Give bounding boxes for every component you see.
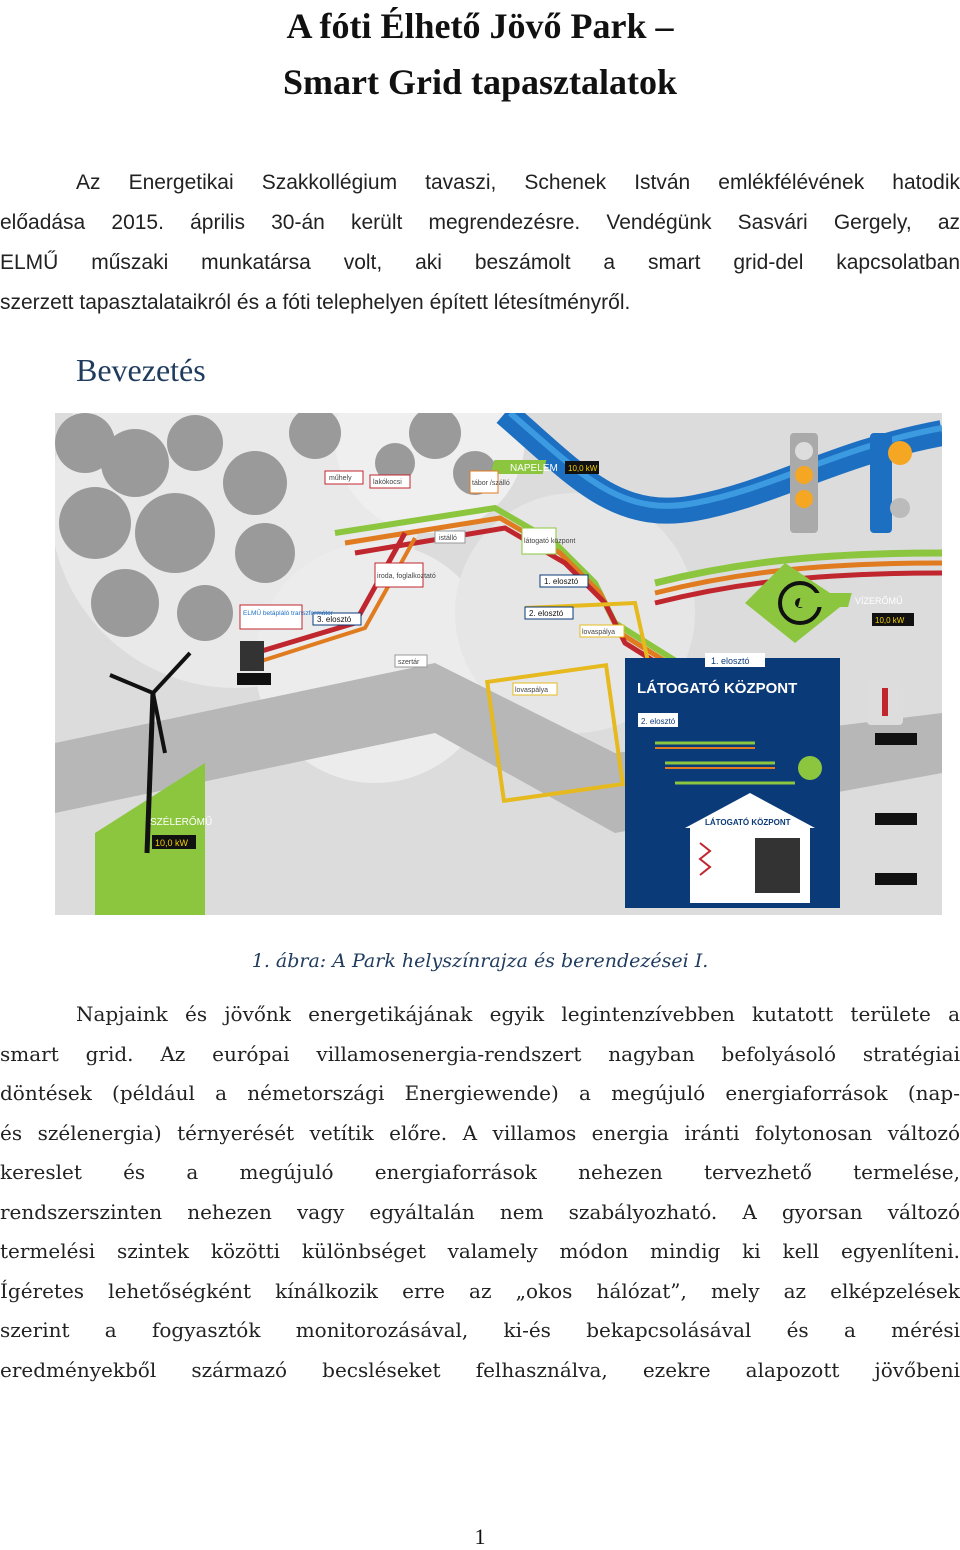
body-line: rendszerszinten nehezen vagy egyáltalán nem szabályozható. A gyorsan változó: [0, 1200, 960, 1224]
svg-text:3. elosztó: 3. elosztó: [317, 615, 352, 624]
svg-text:10,0 kW: 10,0 kW: [568, 464, 598, 473]
intro-line: előadása 2015. április 30-án került megrendezésre. Vendégünk Sasvári Gergely, az: [0, 211, 960, 234]
svg-text:istálló: istálló: [439, 535, 457, 542]
svg-text:2. elosztó: 2. elosztó: [641, 717, 676, 726]
intro-line: Az Energetikai Szakkollégium tavaszi, Schenek István emlékfélévének hatodik: [76, 171, 960, 194]
svg-text:2. elosztó: 2. elosztó: [529, 609, 564, 618]
intro-line: ELMŰ műszaki munkatársa volt, aki beszámolt a smart grid-del kapcsolatban: [0, 251, 960, 274]
figure-caption: 1. ábra: A Park helyszínrajza és berendezései I.: [251, 950, 709, 972]
body-line: szerint a fogyasztók monitorozásával, ki-és bekapcsolásával és a mérési: [0, 1318, 960, 1342]
svg-text:tábor /szálló: tábor /szálló: [472, 480, 510, 487]
napelem-label: [491, 460, 599, 474]
visitor-center-panel: [625, 653, 840, 908]
body-line: Napjaink és jövőnk energetikájának egyik legintenzívebben kutatott területe a: [76, 1002, 960, 1026]
svg-text:szertár: szertár: [398, 659, 420, 666]
body-line: Ígéretes lehetőségként kínálkozik erre az „okos hálózat”, mely az elképzelések: [0, 1279, 960, 1303]
svg-text:ELMŰ betápláló transzformátor: ELMŰ betápláló transzformátor: [243, 610, 333, 617]
svg-text:lovaspálya: lovaspálya: [582, 629, 616, 636]
document-title-line-1: A fóti Élhető Jövő Park –: [286, 6, 674, 46]
section-heading: Bevezetés: [76, 352, 206, 388]
body-line: kereslet és a megújuló energiaforrások nehezen tervezhető termelése,: [0, 1160, 960, 1184]
svg-text:10,0 kW: 10,0 kW: [155, 838, 189, 848]
svg-text:LÁTOGATÓ KÖZPONT: LÁTOGATÓ KÖZPONT: [637, 680, 798, 697]
site-plan-illustration: [55, 413, 942, 915]
body-line: döntések (például a németországi Energiewende) a megújuló energiaforrások (nap-: [0, 1081, 960, 1105]
svg-text:lovaspálya: lovaspálya: [515, 687, 549, 694]
svg-text:VÍZERŐMŰ: VÍZERŐMŰ: [855, 596, 903, 606]
svg-text:10,0 kW: 10,0 kW: [875, 616, 905, 625]
body-line: eredményekből származó becsléseket felhasználva, ezekre alapozott jövőbeni: [0, 1358, 960, 1382]
svg-text:LÁTOGATÓ KÖZPONT: LÁTOGATÓ KÖZPONT: [705, 818, 791, 827]
svg-text:NAPELEM: NAPELEM: [510, 463, 558, 474]
svg-text:1. elosztó: 1. elosztó: [544, 577, 579, 586]
svg-text:műhely: műhely: [329, 475, 352, 482]
svg-text:1. elosztó: 1. elosztó: [711, 656, 750, 666]
body-line: és szélenergia) térnyerését vetítik előre. A villamos energia iránti folytonosan változó: [0, 1121, 960, 1145]
document-title-line-2: Smart Grid tapasztalatok: [283, 62, 677, 102]
page-number: 1: [474, 1524, 486, 1549]
body-line: termelési szintek közötti különbséget valamely módon mindig ki kell egyenlíteni.: [0, 1239, 960, 1263]
intro-line: szerzett tapasztalataikról és a fóti telephelyen épített létesítményről.: [0, 291, 631, 314]
svg-text:SZÉLERŐMŰ: SZÉLERŐMŰ: [150, 817, 213, 828]
park-site-plan-figure: [55, 413, 942, 915]
svg-text:iroda, foglalkoztató: iroda, foglalkoztató: [377, 573, 436, 580]
svg-text:lakókocsi: lakókocsi: [373, 479, 402, 486]
body-line: smart grid. Az európai villamosenergia-rendszert nagyban befolyásoló stratégiai: [0, 1042, 960, 1066]
svg-text:látogató központ: látogató központ: [524, 538, 576, 545]
